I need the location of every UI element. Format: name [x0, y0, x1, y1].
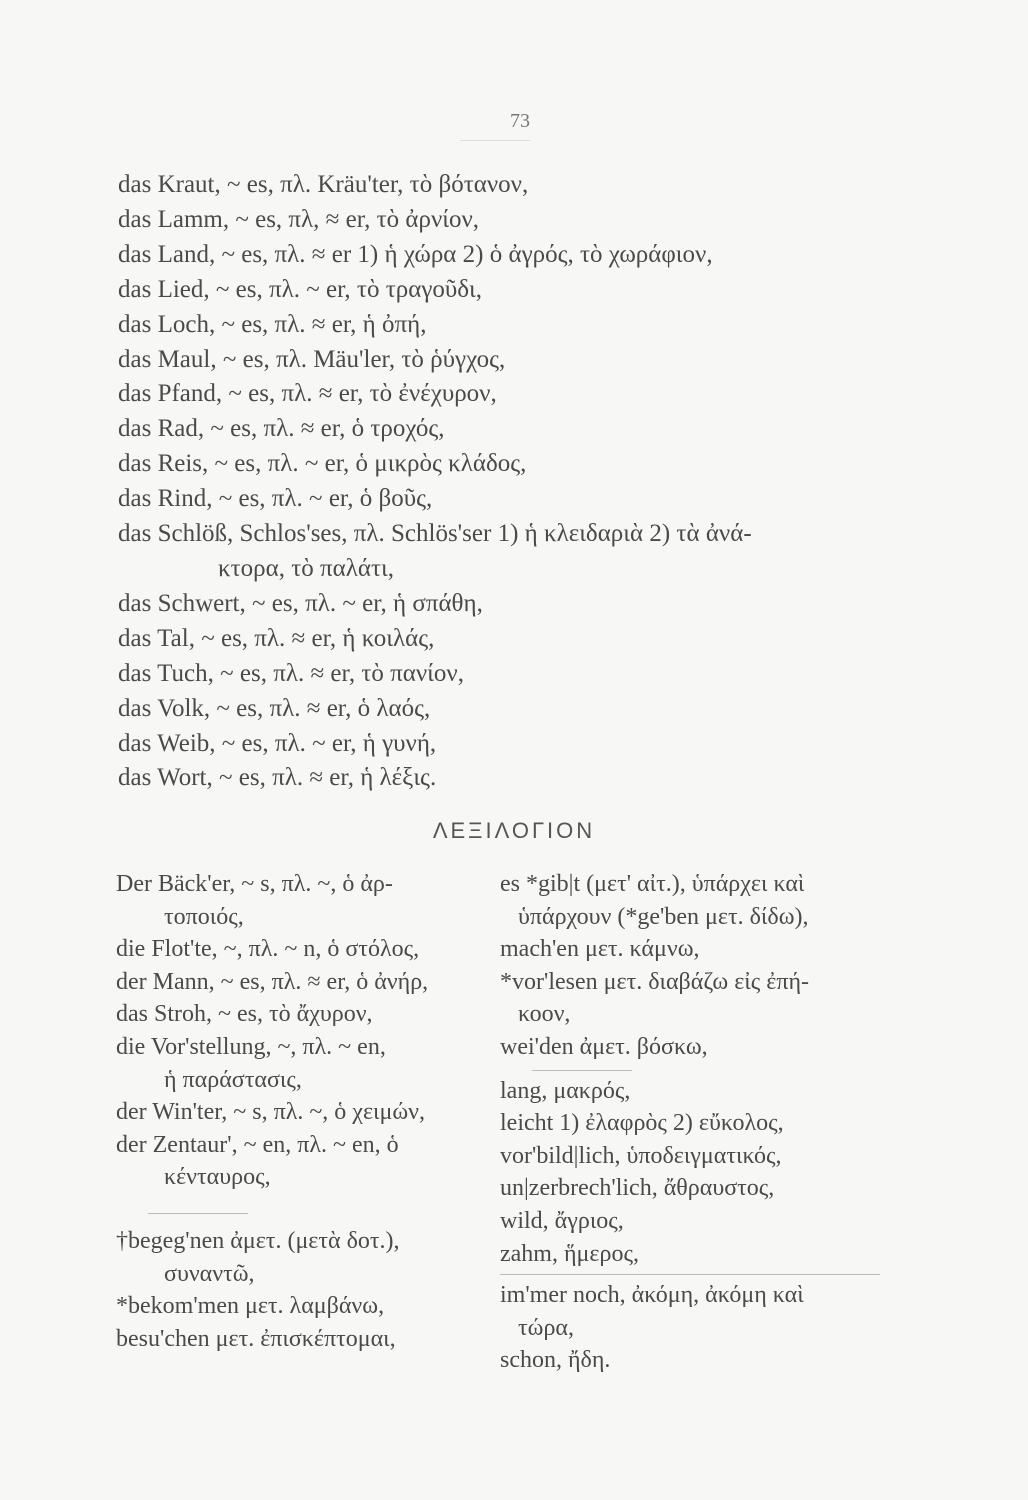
entry-wort: das Wort, ~ es, πλ. ≈ er, ἡ λέξις.	[118, 764, 437, 792]
entry-rad: das Rad, ~ es, πλ. ≈ er, ὁ τροχός,	[118, 415, 445, 443]
group-divider	[532, 1070, 632, 1071]
vocab-leicht: leicht 1) ἐλαφρὸς 2) εὔκολος,	[500, 1110, 784, 1137]
entry-maul: das Maul, ~ es, πλ. Mäu'ler, τὸ ῥύγχος,	[118, 345, 506, 373]
entry-pfand: das Pfand, ~ es, πλ. ≈ er, τὸ ἐνέχυρον,	[118, 380, 497, 408]
vocabulary-right-column	[500, 868, 900, 1377]
vocab-zentaur: der Zentaur', ~ en, πλ. ~ en, ὁ κένταυρος,	[116, 1131, 399, 1191]
upper-word-list	[118, 168, 878, 796]
entry-loch: das Loch, ~ es, πλ. ≈ er, ἡ ὀπή,	[118, 310, 427, 338]
vocab-zahm: zahm, ἥμερος,	[500, 1240, 639, 1267]
entry-tal: das Tal, ~ es, πλ. ≈ er, ἡ κοιλάς,	[118, 624, 435, 652]
entry-land: das Land, ~ es, πλ. ≈ er 1) ἡ χώρα 2) ὁ ἀγρός, τὸ χωράφιον,	[118, 240, 713, 268]
vocab-lang: lang, μακρός,	[500, 1077, 631, 1104]
page-number: 73	[510, 110, 530, 132]
entry-kraut: das Kraut, ~ es, πλ. Kräu'ter, τὸ βότανον,	[118, 171, 529, 198]
vocab-vorlesen: *vor'lesen μετ. διαβάζω εἰς ἐπή- κοον,	[500, 968, 809, 1028]
vocab-schon: schon, ἤδη.	[500, 1347, 611, 1374]
vocab-mann: der Mann, ~ es, πλ. ≈ er, ὁ ἀνήρ,	[116, 968, 429, 995]
section-title: ΛΕΞΙΛΟΓΙΟΝ	[432, 818, 596, 843]
vocab-es-gibt: es *gib|t (μετ' αἰτ.), ὑπάρχει καὶ ὑπάρχουν (*ge'ben μετ. δίδω),	[500, 871, 809, 930]
vocab-stroh: das Stroh, ~ es, τὸ ἄχυρον,	[116, 1001, 373, 1028]
vocab-besuchen: besu'chen μετ. ἐπισκέπτομαι,	[116, 1325, 396, 1352]
entry-rind: das Rind, ~ es, πλ. ~ er, ὁ βοῦς,	[118, 485, 433, 513]
entry-volk: das Volk, ~ es, πλ. ≈ er, ὁ λαός,	[118, 694, 431, 722]
entry-tuch: das Tuch, ~ es, πλ. ≈ er, τὸ πανίον,	[118, 659, 464, 687]
entry-schloss: das Schlöß, Schlos'ses, πλ. Schlös'ser 1) ἡ κλειδαριὰ 2) τὰ ἀνά- κτορα, τὸ παλάτι,	[118, 520, 752, 582]
vocab-weiden: wei'den ἀμετ. βόσκω,	[500, 1033, 708, 1060]
entry-schwert: das Schwert, ~ es, πλ. ~ er, ἡ σπάθη,	[118, 589, 483, 617]
vocab-baecker: Der Bäck'er, ~ s, πλ. ~, ὁ ἀρ- τοποιός,	[116, 871, 393, 930]
vocab-begegnen: †begeg'nen ἀμετ. (μετὰ δοτ.), συναντῶ,	[116, 1227, 400, 1287]
vocab-vorbildlich: vor'bild|lich, ὑποδειγματικός,	[500, 1142, 782, 1169]
entry-lamm: das Lamm, ~ es, πλ, ≈ er, τὸ ἀρνίον,	[118, 205, 480, 233]
group-divider	[500, 1274, 880, 1275]
vocab-machen: mach'en μετ. κάμνω,	[500, 936, 700, 963]
vocab-vorstellung: die Vor'stellung, ~, πλ. ~ en, ἡ παράστασις,	[116, 1033, 386, 1093]
vocab-unzerbrechlich: un|zerbrech'lich, ἄθραυστος,	[500, 1175, 775, 1202]
vocab-bekommen: *bekom'men μετ. λαμβάνω,	[116, 1293, 385, 1320]
group-divider	[148, 1213, 248, 1214]
page-number-rule	[460, 140, 530, 141]
entry-reis: das Reis, ~ es, πλ. ~ er, ὁ μικρὸς κλάδος,	[118, 450, 527, 478]
vocab-wild: wild, ἄγριος,	[500, 1207, 624, 1234]
vocabulary-left-column	[116, 868, 496, 1355]
entry-weib: das Weib, ~ es, πλ. ~ er, ἡ γυνή,	[118, 729, 437, 757]
vocab-flotte: die Flot'te, ~, πλ. ~ n, ὁ στόλος,	[116, 936, 420, 963]
entry-lied: das Lied, ~ es, πλ. ~ er, τὸ τραγοῦδι,	[118, 275, 483, 303]
vocab-winter: der Win'ter, ~ s, πλ. ~, ὁ χειμών,	[116, 1099, 426, 1126]
vocab-immer-noch: im'mer noch, ἀκόμη, ἀκόμη καὶ τώρα,	[500, 1282, 804, 1341]
